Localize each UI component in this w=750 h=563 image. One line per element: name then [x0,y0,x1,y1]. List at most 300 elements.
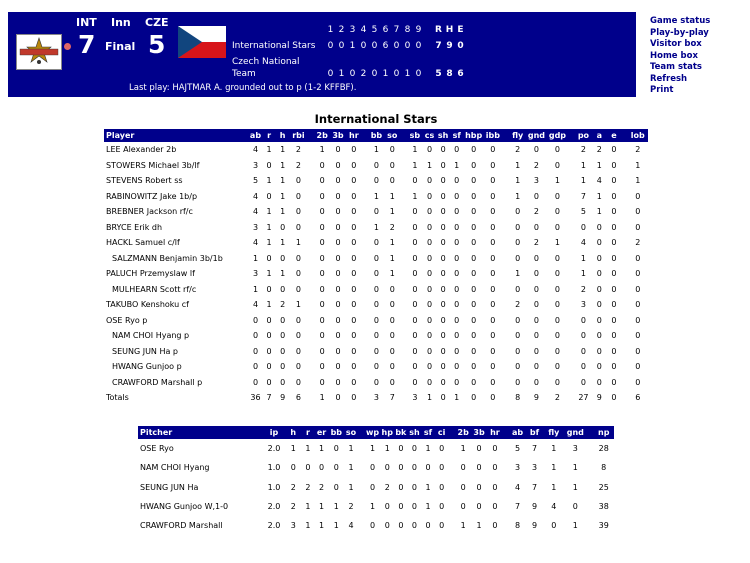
stat-cell: 0 [440,269,446,279]
inning-runs: 0 [338,41,345,51]
column-gap [569,173,576,189]
column-header-so: so [345,428,357,437]
stat-cell: 1 [305,444,311,454]
team-total: 6 [457,69,464,79]
stat-cell: 0 [398,502,404,512]
stat-cell: 0 [335,315,341,325]
stat-cell: 0 [319,160,325,170]
stat-cell: 2 [295,160,301,170]
stat-cell: 0 [471,191,477,201]
stat-cell: 0 [373,377,379,387]
stat-cell: 0 [295,191,301,201]
player-name: HWANG Gunjoo p [112,362,182,372]
stat-cell: 0 [398,463,404,473]
column-gap [621,235,628,251]
stat-cell: 0 [280,377,286,387]
game-status: Final [105,40,136,53]
column-gap [569,297,576,313]
stat-cell: 3 [373,393,379,403]
stat-cell: 3 [252,269,259,279]
stat-cell: 0 [412,176,418,186]
column-header-ci: ci [435,426,449,439]
column-gap [503,497,510,516]
table-row [104,204,648,220]
away-runs: 7 [78,30,96,59]
column-header-so: so [384,129,400,142]
stat-cell: 4 [252,191,259,201]
column-header-fly: fly [509,129,527,142]
stat-cell: 1 [319,393,325,403]
column-gap [448,516,455,535]
stat-cell: 0 [252,331,259,341]
stat-cell: 1 [369,444,376,454]
stat-cell: 0 [266,377,272,387]
stat-cell: 0 [295,331,301,341]
stat-cell: 0 [351,362,357,372]
column-header-h: h [276,129,290,142]
stat-cell: 0 [411,521,417,531]
player-name: PALUCH Przemyslaw lf [106,269,195,279]
inning-runs: 0 [393,41,400,51]
stat-cell: 0 [490,346,496,356]
stat-cell: 0 [515,222,521,232]
stat-cell: 2 [515,145,521,155]
stat-cell: 0 [295,284,301,294]
stat-cell: 1 [384,444,390,454]
inning-number: 1 [327,25,334,35]
stat-cell: 0 [515,346,521,356]
stat-cell: 0 [533,284,539,294]
stat-cell: 2 [533,207,539,217]
column-header-r: r [301,426,315,439]
stat-cell: 4 [252,300,259,310]
column-gap [587,439,594,458]
column-gap [503,426,510,439]
menu-link-refresh[interactable]: Refresh [650,73,688,84]
column-gap [448,426,455,439]
total-header: E [457,25,464,35]
stat-cell: 0 [335,207,341,217]
stat-cell: 0 [551,521,557,531]
stat-cell: 0 [266,331,272,341]
stat-cell: 0 [427,253,433,263]
column-gap [587,497,594,516]
stat-cell: 0 [266,284,272,294]
stat-cell: 1 [635,176,641,186]
column-header-hr: hr [346,129,362,142]
stat-cell: 1 [515,176,521,186]
stat-cell: 3 [572,444,578,454]
stat-cell: 1 [280,207,286,217]
column-gap [502,266,509,282]
stat-cell: 0 [389,284,395,294]
stat-cell: 0 [554,253,560,263]
column-header-gnd: gnd [564,426,587,439]
column-gap [502,235,509,251]
column-gap [400,313,407,329]
stat-cell: 0 [533,362,539,372]
linescore-away [232,40,466,52]
menu-link-print[interactable]: Print [650,85,674,95]
column-header-lob: lob [628,129,648,142]
column-header-bf: bf [525,426,543,439]
stat-cell: 1 [476,521,482,531]
column-gap [503,439,510,458]
stat-cell: 0 [411,482,417,492]
stat-cell: 1 [373,191,379,201]
stat-cell: 0 [295,222,301,232]
column-gap [621,328,628,344]
stat-cell: 1 [348,444,354,454]
stat-cell: 1 [460,521,466,531]
column-gap [307,282,314,298]
stat-cell: 0 [596,331,602,341]
stat-cell: 0 [369,521,376,531]
czech-flag-icon [178,26,226,58]
column-gap [569,220,576,236]
column-gap [362,220,369,236]
column-gap [400,251,407,267]
player-name: OSE Ryo [140,444,174,454]
stat-cell: 0 [490,300,496,310]
stat-cell: 1 [252,284,259,294]
column-gap [362,359,369,375]
menu-link-visitor-box[interactable]: Visitor box [650,39,702,49]
stat-cell: 1 [580,160,586,170]
column-gap [569,375,576,391]
stat-cell: 0 [460,502,466,512]
column-gap [362,251,369,267]
stat-cell: 1 [412,145,418,155]
column-gap [587,426,594,439]
column-gap [400,220,407,236]
column-gap [502,390,509,406]
stat-cell: 0 [490,269,496,279]
column-gap [362,173,369,189]
stat-cell: 1 [389,191,395,201]
team-total: 9 [446,41,453,51]
column-gap [502,328,509,344]
inning-runs: 1 [382,69,389,79]
column-header-er: er [315,426,329,439]
stat-cell: 0 [389,300,395,310]
stat-cell: 8 [515,393,521,403]
stat-cell: 0 [335,253,341,263]
stat-cell: 0 [635,331,641,341]
stat-cell: 0 [635,377,641,387]
stat-cell: 0 [454,145,460,155]
column-gap [307,359,314,375]
stat-cell: 1 [572,463,578,473]
stat-cell: 0 [611,346,617,356]
player-name: BREBNER Jackson rf/c [106,207,193,217]
stat-cell: 1 [266,176,272,186]
stat-cell: 0 [412,269,418,279]
stat-cell: 0 [454,346,460,356]
stat-cell: 0 [427,207,433,217]
stat-cell: 0 [333,444,339,454]
stat-cell: 0 [611,191,617,201]
column-header-wp: wp [365,428,380,437]
stat-cell: 0 [333,463,339,473]
column-gap [621,220,628,236]
player-name: CRAWFORD Marshall p [112,377,203,387]
stat-cell: 0 [635,300,641,310]
stat-cell: 0 [384,463,390,473]
stat-cell: 1 [290,444,296,454]
stat-cell: 1 [596,191,602,201]
stat-cell: 0 [412,377,418,387]
stat-cell: 4 [252,207,259,217]
stat-cell: 0 [266,253,272,263]
stat-cell: 0 [389,160,395,170]
stat-cell: 0 [373,315,379,325]
stat-cell: 0 [440,315,446,325]
column-gap [400,297,407,313]
column-gap [502,344,509,360]
away-team-abbr: INT [76,16,97,29]
column-gap [503,478,510,497]
stat-cell: 1 [427,160,433,170]
stat-cell: 0 [427,315,433,325]
stat-cell: 0 [533,377,539,387]
column-gap [400,235,407,251]
inning-runs: 0 [360,41,367,51]
stat-cell: 1 [266,207,272,217]
stat-cell: 1 [319,502,325,512]
table-row [104,297,648,313]
stat-cell: 0 [596,377,602,387]
stat-cell: 1 [280,160,286,170]
player-name: RABINOWITZ Jake 1b/p [106,191,198,201]
stat-cell: 1 [280,145,286,155]
column-gap [502,173,509,189]
column-gap [400,266,407,282]
column-header-sf: sf [450,129,464,142]
inning-runs: 1 [404,69,411,79]
stat-cell: 7 [531,482,538,492]
column-header-ab: ab [249,131,262,140]
stat-cell: 1 [425,444,431,454]
column-gap [502,220,509,236]
column-gap [362,375,369,391]
stat-cell: 1 [252,253,259,263]
stat-cell: 0 [635,346,641,356]
column-header-bb: bb [328,426,344,439]
stat-cell: 0 [440,346,446,356]
stat-cell: 1 [266,222,272,232]
column-gap [569,313,576,329]
column-gap [569,251,576,267]
stat-cell: 0 [492,463,498,473]
stat-cell: 1 [515,191,521,201]
table-row [138,458,614,477]
menu-link-home-box[interactable]: Home box [650,50,698,61]
column-gap [307,204,314,220]
stat-cell: 0 [425,463,431,473]
stat-cell: 2.0 [267,521,281,531]
stat-cell: 0 [398,444,404,454]
stat-cell: 0 [454,238,460,248]
stat-cell: 0 [427,284,433,294]
inning-label: Inn [111,16,131,29]
stat-cell: 0 [295,362,301,372]
team-logo-icon [16,34,62,70]
stat-cell: 4 [252,238,259,248]
stat-cell: 0 [611,269,617,279]
table-row [104,266,648,282]
stat-cell: 0 [389,315,395,325]
column-gap [400,282,407,298]
player-name: HACKL Samuel c/lf [106,238,180,248]
table-row [138,439,614,458]
column-header-ibb: ibb [485,131,500,140]
column-gap [621,297,628,313]
stat-cell: 1 [515,160,521,170]
stat-cell: 0 [335,145,341,155]
column-gap [621,375,628,391]
stat-cell: 0 [295,377,301,387]
stat-cell: 0 [476,444,482,454]
column-header-sh: sh [437,131,449,140]
column-gap [502,129,509,142]
column-header-name: Pitcher [138,426,263,439]
column-gap [362,235,369,251]
stat-cell: 0 [411,463,417,473]
team-total: 5 [435,69,442,79]
column-gap [569,328,576,344]
stat-cell: 0 [471,362,477,372]
column-gap [587,478,594,497]
stat-cell: 0 [295,207,301,217]
home-runs: 5 [148,30,166,59]
column-gap [502,189,509,205]
stat-cell: 0 [596,238,602,248]
column-gap [621,251,628,267]
stat-cell: 0 [454,315,460,325]
stat-cell: 0 [335,160,341,170]
column-gap [307,251,314,267]
menu-link-play-by-play[interactable]: Play-by-play [650,27,709,38]
stat-cell: 0 [554,191,560,201]
stat-cell: 0 [440,393,446,403]
stat-cell: 0 [389,176,395,186]
stat-cell: 0 [611,145,617,155]
table-row [104,344,648,360]
stat-cell: 0 [389,346,395,356]
stat-cell: 0 [280,362,286,372]
stat-cell: 0 [611,284,617,294]
stat-cell: 9 [280,393,286,403]
stat-cell: 0 [515,331,521,341]
stat-cell: 0 [427,176,433,186]
stat-cell: 4 [551,502,557,512]
stat-cell: 0 [351,393,357,403]
stat-cell: 0 [389,377,395,387]
inning-runs: 1 [338,69,345,79]
stat-cell: 0 [492,444,498,454]
stat-cell: 39 [598,521,609,531]
stat-cell: 7 [580,191,586,201]
stat-cell: 0 [373,362,379,372]
stat-cell: 1 [280,191,286,201]
stat-cell: 0 [373,238,379,248]
stat-cell: 1 [369,502,376,512]
column-header-2b: 2b [455,426,471,439]
live-indicator-icon [64,43,71,50]
stat-cell: 0 [335,284,341,294]
stat-cell: 4 [252,145,259,155]
stat-cell: 0 [515,284,521,294]
stat-cell: 0 [471,315,477,325]
stat-cell: 0 [490,207,496,217]
stat-cell: 0 [611,207,617,217]
inning-number: 6 [382,25,389,35]
column-gap [358,478,365,497]
stat-cell: 0 [439,463,445,473]
stat-cell: 0 [533,315,539,325]
stat-cell: 1 [515,269,521,279]
stat-cell: 0 [454,300,460,310]
stat-cell: 0 [319,222,325,232]
stat-cell: 1 [280,176,286,186]
stat-cell: 0 [533,222,539,232]
stat-cell: 0 [533,191,539,201]
column-gap [307,158,314,174]
stat-cell: 0 [412,315,418,325]
column-gap [569,189,576,205]
stat-cell: 0 [471,346,477,356]
column-gap [307,390,314,406]
stat-cell: 0 [319,269,325,279]
stat-cell: 0 [611,238,617,248]
stat-cell: 0 [335,269,341,279]
total-header: R [435,25,442,35]
column-gap [621,359,628,375]
column-gap [503,458,510,477]
stat-cell: 0 [572,502,578,512]
stat-cell: 4 [514,482,521,492]
column-header-ab: ab [510,426,526,439]
player-name: CRAWFORD Marshall [140,521,223,531]
column-gap [569,344,576,360]
stat-cell: 0 [554,362,560,372]
stat-cell: 27 [578,393,589,403]
stat-cell: 0 [266,160,272,170]
stat-cell: 5 [252,176,259,186]
stat-cell: 0 [319,463,325,473]
stat-cell: 7 [531,444,538,454]
stat-cell: 1 [551,482,557,492]
stat-cell: 2.0 [267,502,281,512]
stat-cell: 1 [572,521,578,531]
column-gap [502,204,509,220]
stat-cell: 0 [580,362,586,372]
menu-link-game-status[interactable]: Game status [650,16,711,26]
stat-cell: 0 [351,377,357,387]
menu-link-team-stats[interactable]: Team stats [650,62,702,72]
column-gap [307,266,314,282]
stat-cell: 0 [580,315,586,325]
column-gap [569,282,576,298]
table-row [104,282,648,298]
batting-header-row [104,129,648,142]
stat-cell: 0 [440,238,446,248]
column-gap [307,142,314,158]
stat-cell: 0 [440,160,446,170]
stat-cell: 0 [319,331,325,341]
stat-cell: 0 [440,284,446,294]
